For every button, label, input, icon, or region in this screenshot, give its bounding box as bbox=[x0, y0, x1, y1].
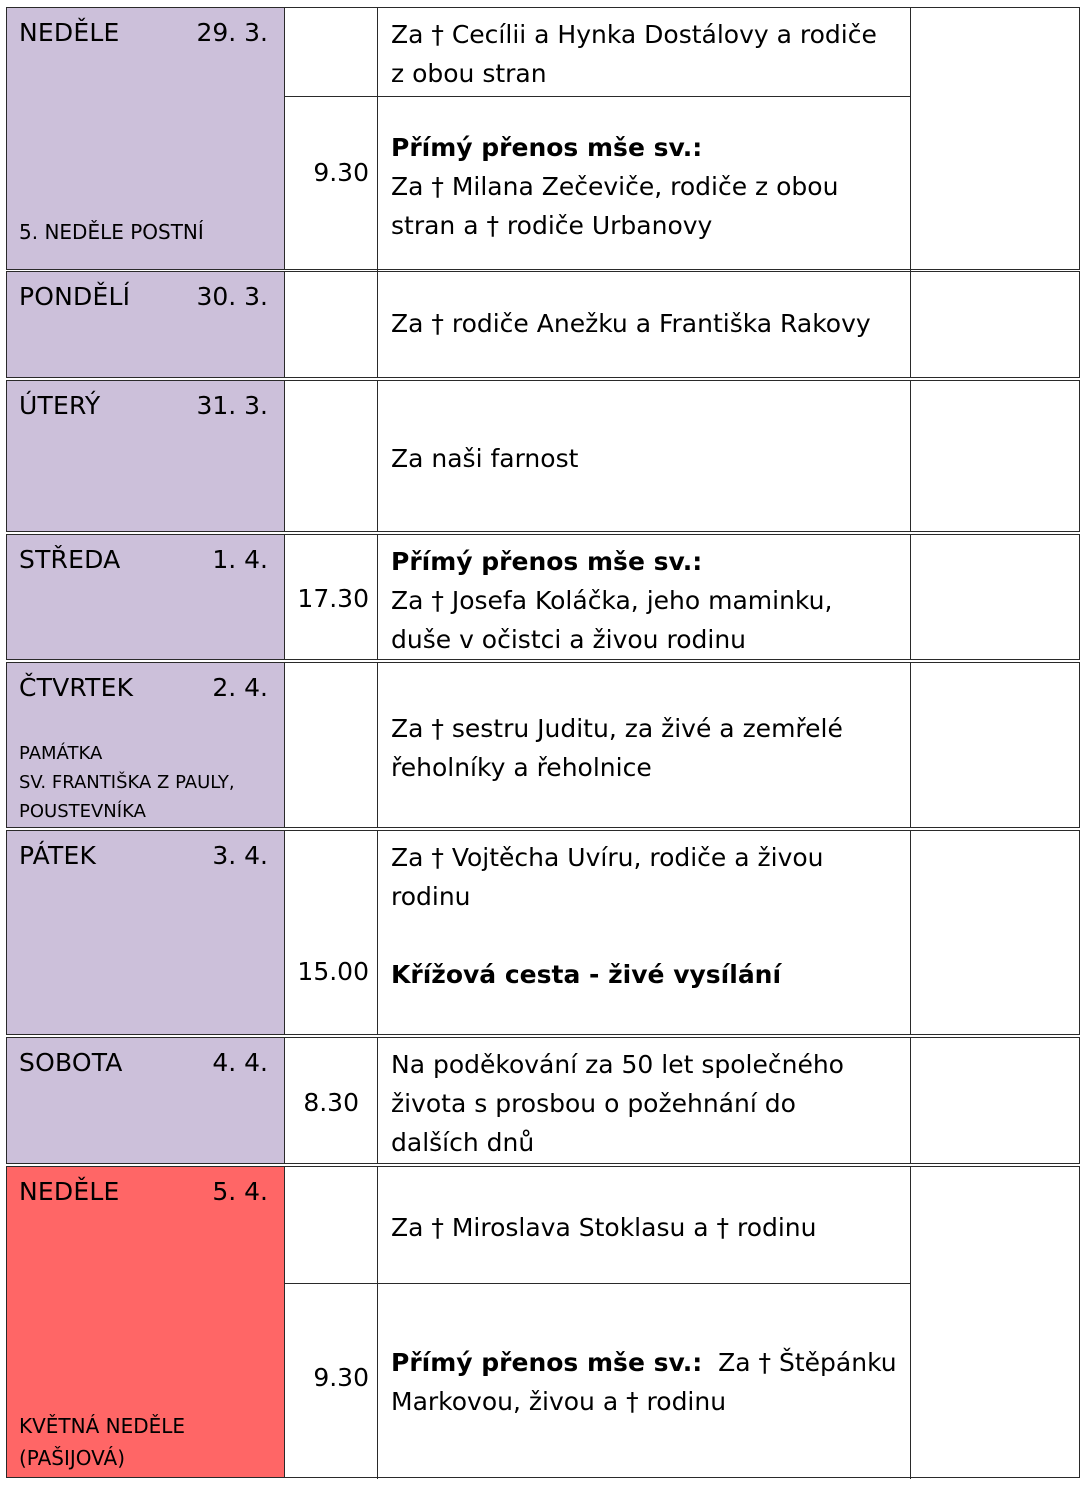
day-name: ÚTERÝ bbox=[19, 391, 101, 420]
intention-cell bbox=[378, 831, 911, 1034]
empty-cell bbox=[911, 381, 1079, 531]
day-date: 1. 4. bbox=[212, 545, 268, 574]
day-date: 5. 4. bbox=[212, 1177, 268, 1206]
intention-cell bbox=[378, 1167, 911, 1283]
day-name: PÁTEK bbox=[19, 841, 97, 870]
day-cell bbox=[7, 1167, 285, 1477]
empty-cell bbox=[911, 831, 1079, 1034]
empty-cell bbox=[911, 535, 1079, 659]
day-block-mon-30-3 bbox=[6, 271, 1080, 378]
day-date: 2. 4. bbox=[212, 673, 268, 702]
intention-text: Za † rodiče Anežku a Františka Rakovy bbox=[391, 309, 871, 338]
empty-cell bbox=[911, 8, 1079, 269]
day-block-sat-4-4 bbox=[6, 1037, 1080, 1164]
intention-text: Přímý přenos mše sv.: Za † Milana Zečeviče, rodiče z obou stran a † rodiče Urbanovy bbox=[391, 128, 902, 245]
intention-cell bbox=[378, 1038, 911, 1163]
intention-cell bbox=[378, 96, 911, 271]
time-cell: 17.30 bbox=[285, 535, 378, 659]
liturgical-note: 5. NEDĚLE POSTNÍ bbox=[19, 220, 204, 244]
day-date: 29. 3. bbox=[196, 18, 268, 47]
day-date: 30. 3. bbox=[196, 282, 268, 311]
intention-cell bbox=[378, 8, 911, 96]
liturgical-note: PAMÁTKA SV. FRANTIŠKA Z PAULY, POUSTEVNÍKA bbox=[19, 743, 235, 822]
intention-text: Za † Miroslava Stoklasu a † rodinu bbox=[391, 1213, 817, 1242]
intention-cell bbox=[378, 535, 911, 659]
day-name: ČTVRTEK bbox=[19, 673, 134, 702]
liturgical-note: KVĚTNÁ NEDĚLE (PAŠIJOVÁ) bbox=[19, 1414, 186, 1470]
intention-text: Za naši farnost bbox=[391, 444, 579, 473]
live-broadcast-label: Přímý přenos mše sv.: bbox=[391, 133, 703, 162]
time-cell: 9.30 bbox=[285, 96, 378, 271]
day-date: 3. 4. bbox=[212, 841, 268, 870]
day-block-tue-31-3 bbox=[6, 380, 1080, 532]
way-of-cross-label: Křížová cesta - živé vysílání bbox=[391, 960, 782, 989]
intention-text: Přímý přenos mše sv.: Za † Josefa Koláčka, jeho maminku, duše v očistci a živou rodinu bbox=[391, 542, 902, 659]
time-cell: 8.30 bbox=[285, 1038, 378, 1163]
time-cell bbox=[285, 8, 378, 96]
day-cell bbox=[7, 381, 285, 531]
intention-cell bbox=[378, 381, 911, 531]
time-cell: 9.30 bbox=[285, 1283, 378, 1479]
day-block-wed-1-4 bbox=[6, 534, 1080, 660]
day-cell bbox=[7, 831, 285, 1034]
day-block-sun-5-4 bbox=[6, 1166, 1080, 1478]
time-cell bbox=[285, 1167, 378, 1283]
intention-text: Za † Cecílii a Hynka Dostálovy a rodiče z obou stran bbox=[391, 20, 877, 88]
day-block-sun-29-3 bbox=[6, 7, 1080, 270]
time-cell bbox=[285, 272, 378, 377]
intention-text: Za † Vojtěcha Uvíru, rodiče a živou rodinu bbox=[391, 843, 824, 911]
day-date: 31. 3. bbox=[196, 391, 268, 420]
intention-text: Na poděkování za 50 let společného života s prosbou o požehnání do dalších dnů bbox=[391, 1050, 844, 1157]
empty-cell bbox=[911, 1167, 1079, 1477]
day-cell bbox=[7, 272, 285, 377]
day-date: 4. 4. bbox=[212, 1048, 268, 1077]
day-name: STŘEDA bbox=[19, 545, 121, 574]
day-name: SOBOTA bbox=[19, 1048, 123, 1077]
intention-text: Přímý přenos mše sv.: Za † Štěpánku Markovou, živou a † rodinu bbox=[391, 1348, 897, 1416]
live-broadcast-label: Přímý přenos mše sv.: bbox=[391, 547, 703, 576]
day-block-thu-2-4 bbox=[6, 662, 1080, 828]
day-block-fri-3-4 bbox=[6, 830, 1080, 1035]
day-cell bbox=[7, 663, 285, 827]
live-broadcast-label: Přímý přenos mše sv.: bbox=[391, 1348, 703, 1377]
intention-cell bbox=[378, 663, 911, 827]
intention-cell bbox=[378, 272, 911, 377]
time-cell: 15.00 bbox=[285, 831, 378, 1034]
day-cell bbox=[7, 1038, 285, 1163]
day-cell bbox=[7, 535, 285, 659]
intention-text: Za † sestru Juditu, za živé a zemřelé řeholníky a řeholnice bbox=[391, 714, 843, 782]
intention-cell bbox=[378, 1283, 911, 1479]
day-name: PONDĚLÍ bbox=[19, 282, 131, 311]
time-cell bbox=[285, 381, 378, 531]
empty-cell bbox=[911, 663, 1079, 827]
day-cell bbox=[7, 8, 285, 269]
time-cell bbox=[285, 663, 378, 827]
empty-cell bbox=[911, 272, 1079, 377]
empty-cell bbox=[911, 1038, 1079, 1163]
day-name: NEDĚLE bbox=[19, 1177, 120, 1206]
day-name: NEDĚLE bbox=[19, 18, 120, 47]
